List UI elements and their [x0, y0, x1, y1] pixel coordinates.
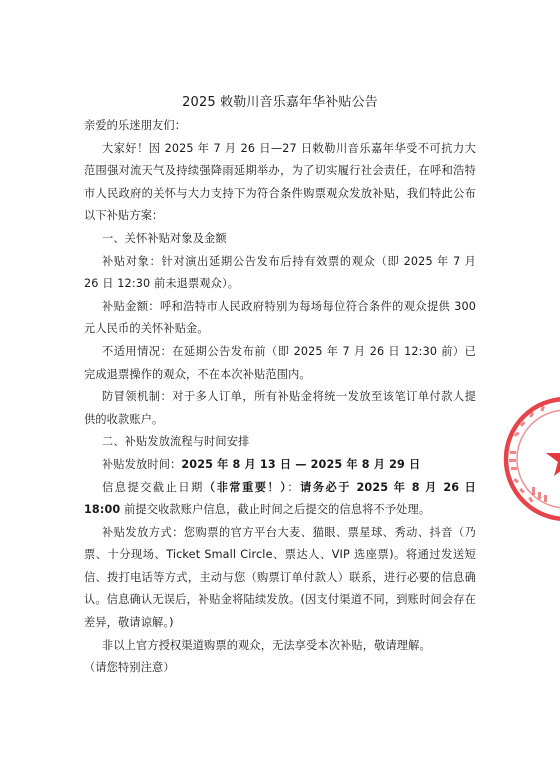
closing-note: （请您特别注意） [84, 661, 175, 675]
excluded-cases: 不适用情况：在延期公告发布前（即 2025 年 7 月 26 日 12:30 前）已完成退票操作的观众，不在本次补贴范围内。 [84, 344, 476, 381]
payout-method: 补贴发放方式：您购票的官方平台大麦、猫眼、票星球、秀动、抖音（乃票、十分现场、Ticket Small Circle、票达人、VIP 选座票)。将通过发送短信、拨打电话等方式，主动与您（购票订单付款人）联系，进行必要的信息确认。信息确认无误后，补贴金将陆续发放。(因支付渠道不同，到账时间会存在差异，敬请谅解。) [84, 525, 476, 630]
closing-statement: 非以上官方授权渠道购票的观众，无法享受本次补贴，敬请理解。 [102, 638, 431, 652]
section-1-heading: 一、关怀补贴对象及金额 [102, 231, 227, 245]
official-seal [500, 393, 560, 525]
section-2-heading: 二、补贴发放流程与时间安排 [102, 435, 250, 449]
announcement [84, 92, 476, 680]
subsidy-amount: 补贴金额：呼和浩特市人民政府特别为每场每位符合条件的观众提供 300 元人民币的关怀补贴金。 [84, 299, 476, 336]
seal-star-icon [546, 439, 560, 476]
deadline-label: 信息提交截止日期 [102, 480, 204, 494]
payout-time-label: 补贴发放时间： [102, 457, 182, 471]
deadline-note: （非常重要！） [203, 480, 288, 494]
deadline-rest: 前提交收款账户信息，截止时间之后提交的信息将不予处理。 [120, 503, 431, 517]
payout-time [84, 454, 476, 477]
subsidy-target: 补贴对象：针对演出延期公告发布后持有效票的观众（即 2025 年 7 月 26 日 12:30 前未退票观众）。 [84, 254, 476, 291]
greeting: 亲爱的乐迷朋友们： [84, 119, 187, 132]
intro-paragraph: 大家好！因 2025 年 7 月 26 日—27 日敕勒川音乐嘉年华受不可抗力大范围强对流天气及持续强降雨延期举办，为了切实履行社会责任，在呼和浩特市人民政府的关怀与大力支持下为符合条件购票观众发放补贴，我们特此公布以下补贴方案： [84, 141, 476, 223]
payout-time-value: 2025 年 8 月 13 日 — 2025 年 8 月 29 日 [181, 457, 421, 471]
deadline-colon: ： [287, 480, 301, 494]
submission-deadline [84, 477, 476, 522]
anti-fraud-rule: 防冒领机制：对于多人订单，所有补贴金将统一发放至该笔订单付款人提供的收款账户。 [84, 390, 476, 426]
page-title: 2025 敕勒川音乐嘉年华补贴公告 [182, 95, 378, 110]
deadline-date: 请务必于 2025 年 8 月 26 日 18:00 [84, 480, 476, 517]
